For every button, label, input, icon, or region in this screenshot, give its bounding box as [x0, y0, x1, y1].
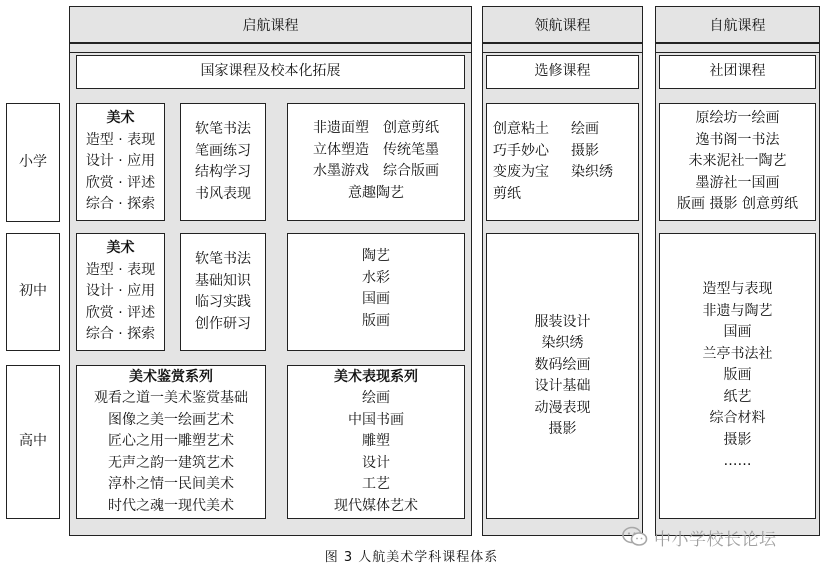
high-appreciation-item: 图像之美一绘画艺术 — [108, 411, 234, 428]
high-expression-title: 美术表现系列 — [334, 368, 418, 385]
high-appreciation-item: 时代之魂一现代美术 — [108, 497, 234, 514]
zihang-lower-item: 国画 — [723, 324, 752, 341]
primary-club-item: 版画 摄影 创意剪纸 — [677, 196, 798, 213]
primary-shufa-item: 结构学习 — [195, 164, 251, 180]
zihang-lower-item: 兰亭书法社 — [702, 345, 773, 362]
zihang-lower-item: 综合材料 — [709, 410, 766, 427]
high-expression-item: 工艺 — [362, 476, 390, 493]
qihang-subheader-label: 国家课程及校本化拓展 — [200, 63, 341, 80]
zihang-header-underline — [655, 43, 820, 53]
linghang-title: 领航课程 — [534, 17, 591, 34]
primary-shufa-item: 软笔书法 — [195, 121, 251, 137]
primary-elective-item: 摄影 — [571, 142, 599, 159]
middle-meishu-item: 综合 · 探索 — [85, 326, 156, 343]
primary-meishu-item: 欣赏 · 评述 — [85, 174, 156, 191]
middle-shufa-item: 临习实践 — [195, 294, 251, 310]
middle-meishu-title: 美术 — [106, 240, 135, 257]
high-expression-box — [287, 365, 465, 519]
primary-elective-item: 巧手妙心 — [493, 142, 549, 159]
zihang-header — [655, 6, 820, 43]
linghang-subheader — [486, 55, 639, 89]
primary-club-item: 逸书阁一书法 — [695, 131, 780, 148]
linghang-lower-item: 服装设计 — [534, 313, 591, 330]
primary-meishu-box — [76, 103, 165, 221]
qihang-title: 启航课程 — [242, 17, 299, 34]
linghang-lower-box — [486, 233, 639, 519]
high-expression-item: 雕塑 — [362, 433, 390, 450]
primary-club-item: 未来泥社一陶艺 — [688, 153, 787, 170]
middle-shufa-item: 创作研习 — [195, 315, 251, 332]
primary-expand-item: 意趣陶艺 — [348, 185, 404, 201]
middle-shufa-item: 软笔书法 — [195, 251, 251, 267]
middle-shufa-box — [180, 233, 266, 351]
middle-meishu-box — [76, 233, 165, 351]
zihang-subheader-label: 社团课程 — [709, 63, 766, 80]
primary-elective-item: 变废为宝 — [493, 164, 549, 180]
primary-shufa-item: 笔画练习 — [195, 142, 251, 159]
zihang-lower-item: 非遗与陶艺 — [702, 302, 773, 319]
wechat-icon — [622, 526, 648, 548]
qihang-header-underline — [69, 43, 472, 53]
primary-club-box — [659, 103, 816, 221]
linghang-header-underline — [482, 43, 643, 53]
qihang-subheader — [76, 55, 465, 89]
primary-meishu-item: 造型 · 表现 — [85, 131, 156, 148]
zihang-title: 自航课程 — [709, 17, 766, 34]
high-appreciation-item: 淳朴之情一民间美术 — [108, 476, 234, 493]
middle-expand-item: 陶艺 — [362, 248, 390, 264]
linghang-header — [482, 6, 643, 43]
primary-meishu-title: 美术 — [106, 110, 135, 127]
primary-shufa-box — [180, 103, 266, 221]
high-expression-item: 现代媒体艺术 — [334, 497, 418, 514]
primary-expand-item: 立体塑造 — [313, 141, 369, 158]
primary-meishu-item: 综合 · 探索 — [85, 196, 156, 213]
zihang-lower-item: 纸艺 — [723, 388, 752, 405]
primary-expand-item: 传统笔墨 — [383, 141, 439, 158]
high-expression-item: 中国书画 — [348, 411, 404, 428]
watermark-text: 中小学校长论坛 — [654, 529, 777, 550]
linghang-lower-item: 摄影 — [548, 421, 577, 437]
middle-expand-item: 水彩 — [362, 269, 390, 286]
high-appreciation-title: 美术鉴赏系列 — [129, 368, 213, 385]
primary-expand-item: 水墨游戏 — [313, 163, 369, 179]
middle-meishu-item: 设计 · 应用 — [85, 283, 156, 300]
high-appreciation-item: 观看之道一美术鉴赏基础 — [94, 390, 248, 407]
primary-expand-item: 创意剪纸 — [383, 120, 439, 136]
zihang-lower-item: 造型与表现 — [702, 281, 773, 298]
high-expression-item: 设计 — [362, 454, 390, 471]
primary-elective-item: 剪纸 — [493, 185, 521, 202]
linghang-subheader-label: 选修课程 — [534, 63, 591, 80]
row-label-primary: 小学 — [6, 103, 60, 222]
high-expression-item: 绘画 — [362, 390, 390, 407]
primary-expand-item: 非遗面塑 — [313, 120, 369, 136]
primary-club-item: 墨游社一国画 — [695, 174, 780, 191]
qihang-header — [69, 6, 472, 43]
middle-expand-item: 国画 — [362, 291, 390, 307]
zihang-lower-item: 摄影 — [723, 431, 752, 448]
middle-shufa-item: 基础知识 — [195, 272, 251, 289]
linghang-lower-item: 设计基础 — [534, 378, 591, 394]
zihang-lower-item: 版画 — [723, 367, 752, 384]
primary-club-item: 原绘坊一绘画 — [695, 110, 780, 127]
zihang-subheader — [659, 55, 816, 89]
primary-elective-item: 创意粘土 — [493, 121, 549, 137]
primary-shufa-item: 书风表现 — [195, 185, 251, 202]
figure-caption: 图 3 人航美术学科课程体系 — [324, 550, 499, 565]
linghang-lower-item: 数码绘画 — [534, 356, 591, 373]
row-label-high: 高中 — [6, 365, 60, 519]
primary-elective-item: 绘画 — [571, 121, 599, 137]
middle-expand-box — [287, 233, 465, 351]
linghang-lower-item: 动漫表现 — [534, 399, 591, 416]
high-appreciation-item: 匠心之用一雕塑艺术 — [108, 433, 234, 450]
primary-meishu-item: 设计 · 应用 — [85, 153, 156, 170]
primary-elective-box — [486, 103, 639, 221]
high-appreciation-item: 无声之韵一建筑艺术 — [108, 454, 234, 471]
row-label-middle: 初中 — [6, 233, 60, 351]
middle-meishu-item: 造型 · 表现 — [85, 261, 156, 278]
zihang-lower-item: …… — [723, 453, 752, 470]
zihang-lower-box — [659, 233, 816, 519]
high-appreciation-box — [76, 365, 266, 519]
primary-expand-item: 综合版画 — [383, 163, 439, 179]
linghang-lower-item: 染织绣 — [541, 335, 584, 351]
middle-expand-item: 版画 — [362, 312, 390, 329]
primary-expand-box — [287, 103, 465, 221]
primary-elective-item: 染织绣 — [571, 164, 613, 180]
middle-meishu-item: 欣赏 · 评述 — [85, 304, 156, 321]
